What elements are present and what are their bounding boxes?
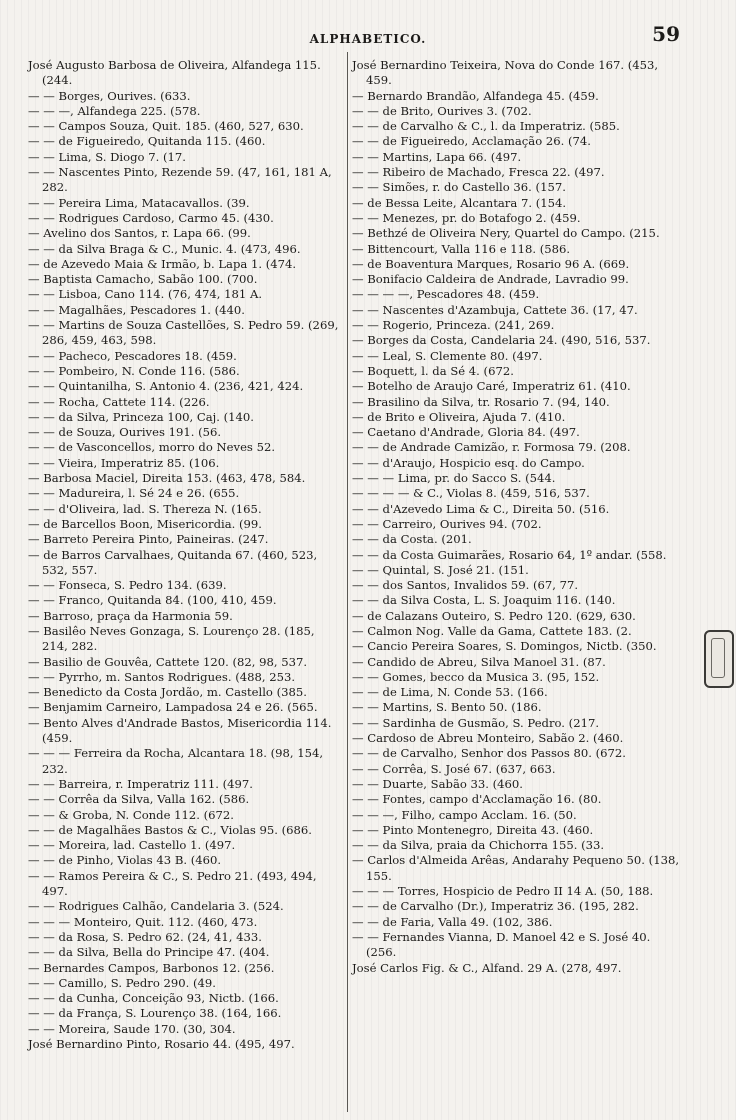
directory-entry: — Bernardes Campos, Barbonos 12. (256. xyxy=(28,960,275,975)
left-column xyxy=(28,58,344,1052)
directory-entry: — Borges da Costa, Candelaria 24. (490, 516, 537. xyxy=(352,333,651,348)
directory-entry: — Bethzé de Oliveira Nery, Quartel do Campo. (215. xyxy=(352,226,660,241)
directory-entry: — — Nascentes Pinto, Rezende 59. (47, 161, 181 A, 282. xyxy=(28,165,332,195)
directory-entry: — — da Silva Costa, L. S. Joaquim 116. (140. xyxy=(352,593,616,608)
directory-entry: — — Pinto Montenegro, Direita 43. (460. xyxy=(352,822,594,837)
directory-entry: — Carlos d'Almeida Arêas, Andarahy Pequeno 50. (138, 155. xyxy=(352,853,680,883)
page-number: 59 xyxy=(652,22,680,46)
running-head: ALPHABETICO. xyxy=(309,32,427,46)
directory-entry: — Barreto Pereira Pinto, Paineiras. (247. xyxy=(28,532,269,547)
directory-entry: — — Rodrigues Calhão, Candelaria 3. (524. xyxy=(28,899,284,914)
directory-entry: — — — Ferreira da Rocha, Alcantara 18. (98, 154, 232. xyxy=(28,746,324,776)
directory-entry: — — da Silva, praia da Chichorra 155. (33. xyxy=(352,838,605,853)
directory-entry: — — Rogerio, Princeza. (241, 269. xyxy=(352,318,555,333)
directory-entry: — — Sardinha de Gusmão, S. Pedro. (217. xyxy=(352,715,600,730)
directory-entry: — Cancio Pereira Soares, S. Domingos, Nictb. (350. xyxy=(352,639,657,654)
directory-entry: — — Quintanilha, S. Antonio 4. (236, 421, 424. xyxy=(28,379,304,394)
directory-entry: — — Magalhães, Pescadores 1. (440. xyxy=(28,302,245,317)
directory-entry: — — Martins, Lapa 66. (497. xyxy=(352,149,522,164)
directory-entry: — — Pereira Lima, Matacavallos. (39. xyxy=(28,195,250,210)
directory-entry: — — & Groba, N. Conde 112. (672. xyxy=(28,807,234,822)
directory-entry: — Candido de Abreu, Silva Manoel 31. (87. xyxy=(352,654,606,669)
directory-entry: — — Madureira, l. Sé 24 e 26. (655. xyxy=(28,486,240,501)
directory-entry: — — de Pinho, Violas 43 B. (460. xyxy=(28,853,222,868)
directory-entry: — — da Costa. (201. xyxy=(352,532,472,547)
directory-entry: — Bernardo Brandão, Alfandega 45. (459. xyxy=(352,88,599,103)
directory-entry: — — de Brito, Ourives 3. (702. xyxy=(352,103,532,118)
directory-entry: — — da Silva Braga & C., Munic. 4. (473, 496. xyxy=(28,241,301,256)
directory-entry: — — de Lima, N. Conde 53. (166. xyxy=(352,685,548,700)
column-divider xyxy=(347,52,348,1112)
directory-entry: — de Boaventura Marques, Rosario 96 A. (669. xyxy=(352,256,630,271)
directory-entry: — — — Lima, pr. do Sacco S. (544. xyxy=(352,471,556,486)
directory-entry: — Brasilino da Silva, tr. Rosario 7. (94, 140. xyxy=(352,394,610,409)
directory-entry: — — —, Filho, campo Acclam. 16. (50. xyxy=(352,807,577,822)
directory-entry: — — Borges, Ourives. (633. xyxy=(28,88,191,103)
directory-entry: José Carlos Fig. & C., Alfand. 29 A. (278, 497. xyxy=(352,960,622,975)
directory-entry: — — Vieira, Imperatriz 85. (106. xyxy=(28,455,220,470)
directory-entry: — de Barcellos Boon, Misericordia. (99. xyxy=(28,516,262,531)
directory-entry: — — Gomes, becco da Musica 3. (95, 152. xyxy=(352,669,600,684)
directory-entry: — Caetano d'Andrade, Gloria 84. (497. xyxy=(352,425,580,440)
directory-entry: — — de Figueiredo, Acclamação 26. (74. xyxy=(352,134,591,149)
directory-entry: — — Lima, S. Diogo 7. (17. xyxy=(28,149,186,164)
directory-entry: — de Calazans Outeiro, S. Pedro 120. (629, 630. xyxy=(352,608,636,623)
directory-entry: — — de Andrade Camizão, r. Formosa 79. (208. xyxy=(352,440,631,455)
directory-entry: — — Fernandes Vianna, D. Manoel 42 e S. José 40. (256. xyxy=(352,929,651,960)
directory-entry: — — — Monteiro, Quit. 112. (460, 473. xyxy=(28,914,258,929)
directory-entry: — — de Faria, Valla 49. (102, 386. xyxy=(352,914,553,929)
directory-entry: — — — —, Pescadores 48. (459. xyxy=(352,287,540,302)
library-stamp-icon xyxy=(704,630,734,688)
directory-entry: — — — Torres, Hospicio de Pedro II 14 A. (50, 188. xyxy=(352,884,654,899)
directory-entry: — — Simões, r. do Castello 36. (157. xyxy=(352,180,566,195)
directory-entry: — — Rodrigues Cardoso, Carmo 45. (430. xyxy=(28,210,274,225)
directory-entry: — de Barros Carvalhaes, Quitanda 67. (460, 523, 532, 557. xyxy=(28,547,318,577)
directory-entry: — — Nascentes d'Azambuja, Cattete 36. (17, 47. xyxy=(352,302,638,317)
right-column xyxy=(352,58,684,976)
directory-entry: — Barroso, praça da Harmonia 59. xyxy=(28,608,233,623)
directory-entry: — — d'Oliveira, lad. S. Thereza N. (165. xyxy=(28,501,262,516)
directory-entry: — — de Figueiredo, Quitanda 115. (460. xyxy=(28,134,266,149)
directory-entry: — — Duarte, Sabão 33. (460. xyxy=(352,776,523,791)
directory-entry: — — de Carvalho, Senhor dos Passos 80. (672. xyxy=(352,746,626,761)
directory-entry: — — Menezes, pr. do Botafogo 2. (459. xyxy=(352,210,581,225)
directory-entry: — — Corrêa da Silva, Valla 162. (586. xyxy=(28,792,250,807)
directory-entry: — — Ramos Pereira & C., S. Pedro 21. (493, 494, 497. xyxy=(28,868,317,899)
directory-entry: José Bernardino Pinto, Rosario 44. (495, 497. xyxy=(28,1037,295,1051)
directory-entry: — Basilio de Gouvêa, Cattete 120. (82, 98, 537. xyxy=(28,654,308,669)
directory-entry: — — Moreira, Saude 170. (30, 304. xyxy=(28,1021,236,1036)
directory-entry: José Bernardino Teixeira, Nova do Conde 167. (453, 459. xyxy=(352,58,659,88)
directory-entry: — — de Vasconcellos, morro do Neves 52. xyxy=(28,440,276,455)
directory-entry: — de Brito e Oliveira, Ajuda 7. (410. xyxy=(352,409,566,424)
directory-entry: — — de Magalhães Bastos & C., Violas 95. (686. xyxy=(28,822,312,837)
directory-entry: — — d'Araujo, Hospicio esq. do Campo. xyxy=(352,455,585,470)
directory-entry: — Calmon Nog. Valle da Gama, Cattete 183. (2. xyxy=(352,623,632,638)
directory-entry: — Basilêo Neves Gonzaga, S. Lourenço 28. (185, 214, 282. xyxy=(28,623,315,654)
directory-entry: — Botelho de Araujo Caré, Imperatriz 61. (410. xyxy=(352,379,631,394)
directory-entry: — Avelino dos Santos, r. Lapa 66. (99. xyxy=(28,226,251,241)
directory-entry: — — Camillo, S. Pedro 290. (49. xyxy=(28,975,216,990)
directory-entry: — — —, Alfandega 225. (578. xyxy=(28,103,201,118)
directory-entry: — — da França, S. Lourenço 38. (164, 166. xyxy=(28,1006,282,1021)
directory-entry: — — Quintal, S. José 21. (151. xyxy=(352,562,529,577)
directory-entry: — Boquett, l. da Sé 4. (672. xyxy=(352,363,514,378)
directory-entry: — — d'Azevedo Lima & C., Direita 50. (516. xyxy=(352,501,610,516)
directory-entry: — — Moreira, lad. Castello 1. (497. xyxy=(28,838,236,853)
directory-entry: — — de Carvalho (Dr.), Imperatriz 36. (195, 282. xyxy=(352,899,639,914)
directory-entry: — — Carreiro, Ourives 94. (702. xyxy=(352,516,542,531)
directory-entry: — — Martins de Souza Castellões, S. Pedro 59. (269, 286, 459, 463, 598. xyxy=(28,318,339,348)
directory-entry: — — Martins, S. Bento 50. (186. xyxy=(352,700,542,715)
directory-entry: — Bonifacio Caldeira de Andrade, Lavradio 99. xyxy=(352,272,629,287)
directory-entry: — — Corrêa, S. José 67. (637, 663. xyxy=(352,761,556,776)
directory-entry: — — dos Santos, Invalidos 59. (67, 77. xyxy=(352,578,579,593)
directory-entry: — — — — & C., Violas 8. (459, 516, 537. xyxy=(352,486,590,501)
directory-entry: — — Pacheco, Pescadores 18. (459. xyxy=(28,348,237,363)
directory-entry: — — da Silva, Bella do Principe 47. (404. xyxy=(28,945,270,960)
directory-entry: — Barbosa Maciel, Direita 153. (463, 478, 584. xyxy=(28,471,306,486)
page-header xyxy=(0,22,736,48)
directory-entry: — Cardoso de Abreu Monteiro, Sabão 2. (460. xyxy=(352,731,624,746)
directory-entry: — Benjamim Carneiro, Lampadosa 24 e 26. (565. xyxy=(28,700,318,715)
directory-entry: — — da Cunha, Conceição 93, Nictb. (166. xyxy=(28,991,279,1006)
directory-entry: — de Azevedo Maia & Irmão, b. Lapa 1. (474. xyxy=(28,256,297,271)
directory-entry: — — Fontes, campo d'Acclamação 16. (80. xyxy=(352,792,602,807)
directory-entry: — — Fonseca, S. Pedro 134. (639. xyxy=(28,578,227,593)
directory-entry: — Bento Alves d'Andrade Bastos, Misericordia 114. (459. xyxy=(28,715,332,746)
directory-entry: — — de Carvalho & C., l. da Imperatriz. (585. xyxy=(352,119,620,134)
directory-entry: — Bittencourt, Valla 116 e 118. (586. xyxy=(352,241,571,256)
directory-entry: — — Franco, Quitanda 84. (100, 410, 459. xyxy=(28,593,277,608)
directory-entry: José Augusto Barbosa de Oliveira, Alfandega 115. (244. xyxy=(28,58,321,88)
directory-entry: — — Rocha, Cattete 114. (226. xyxy=(28,394,210,409)
directory-entry: — — Campos Souza, Quit. 185. (460, 527, 630. xyxy=(28,119,304,134)
directory-entry: — — da Costa Guimarães, Rosario 64, 1º andar. (558. xyxy=(352,547,667,562)
directory-entry: — — Barreira, r. Imperatriz 111. (497. xyxy=(28,776,253,791)
directory-entry: — — Leal, S. Clemente 80. (497. xyxy=(352,348,543,363)
directory-entry: — Baptista Camacho, Sabão 100. (700. xyxy=(28,272,258,287)
directory-entry: — Benedicto da Costa Jordão, m. Castello (385. xyxy=(28,685,307,700)
directory-entry: — de Bessa Leite, Alcantara 7. (154. xyxy=(352,195,567,210)
directory-entry: — — da Silva, Princeza 100, Caj. (140. xyxy=(28,409,254,424)
directory-entry: — — Ribeiro de Machado, Fresca 22. (497. xyxy=(352,165,605,180)
directory-entry: — — Pombeiro, N. Conde 116. (586. xyxy=(28,363,240,378)
directory-entry: — — Pyrrho, m. Santos Rodrigues. (488, 253. xyxy=(28,669,296,684)
directory-entry: — — Lisboa, Cano 114. (76, 474, 181 A. xyxy=(28,287,263,302)
directory-entry: — — da Rosa, S. Pedro 62. (24, 41, 433. xyxy=(28,929,262,944)
directory-entry: — — de Souza, Ourives 191. (56. xyxy=(28,425,222,440)
